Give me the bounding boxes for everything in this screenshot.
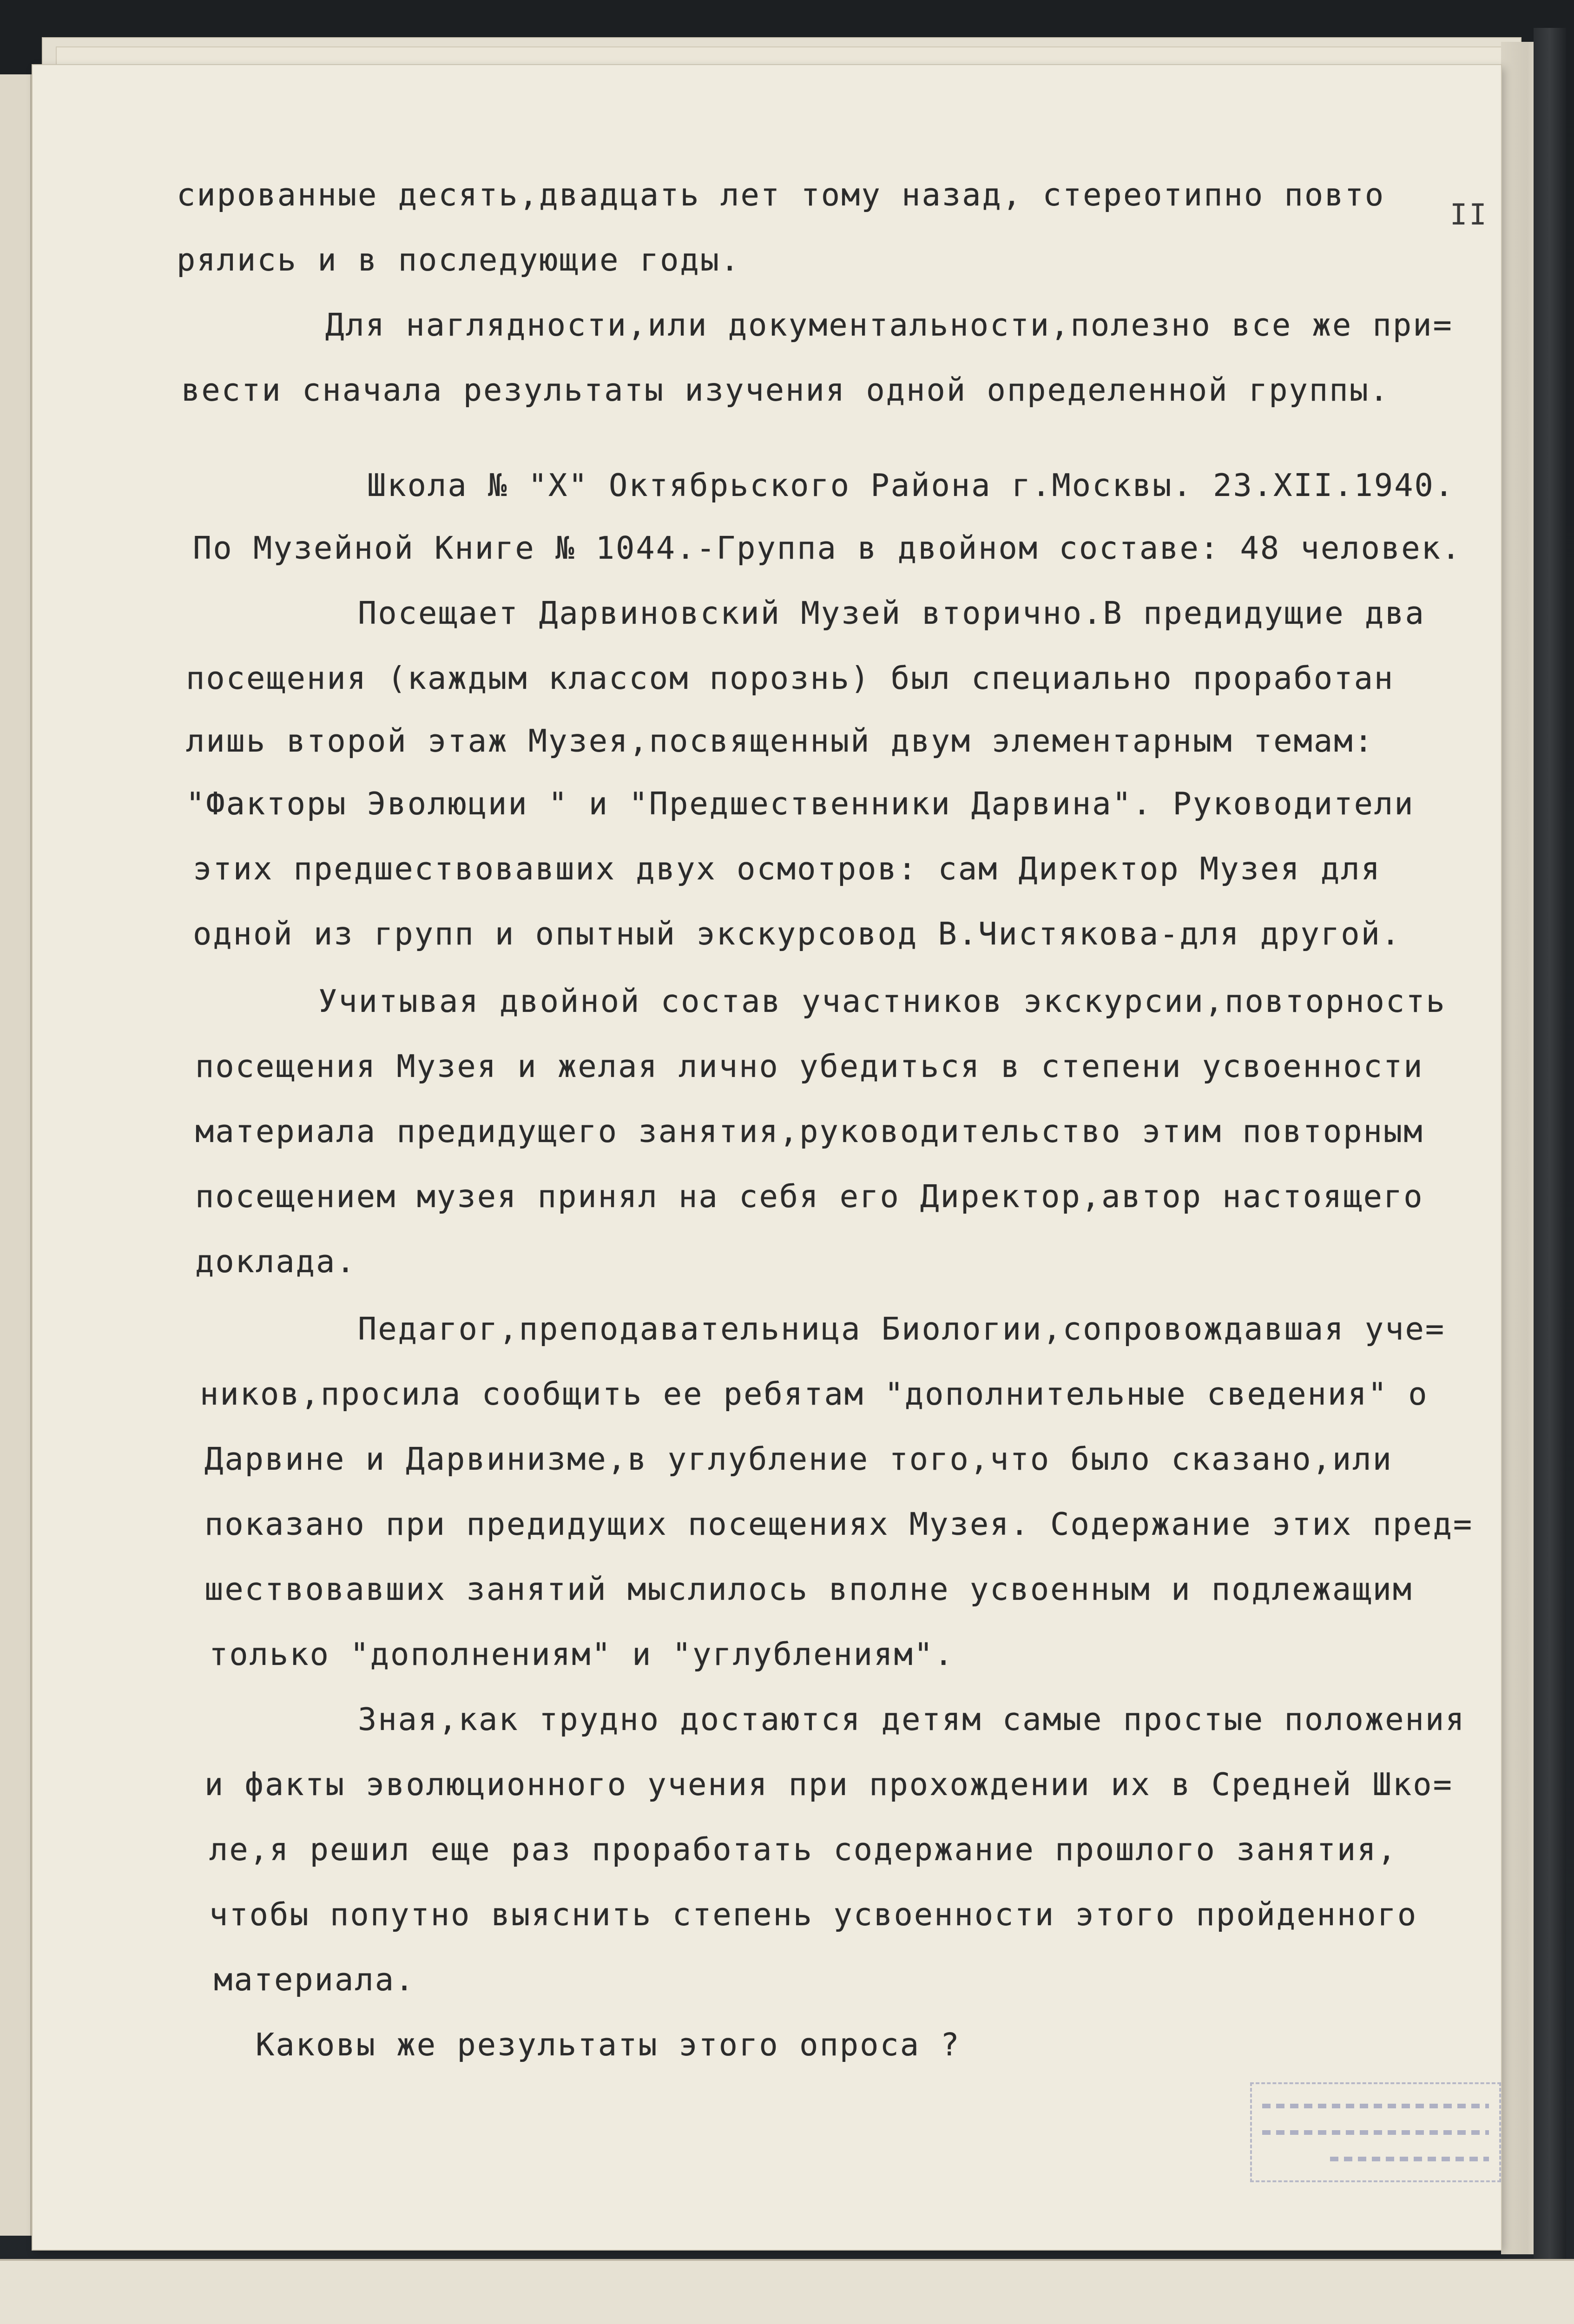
text-line: показано при предидущих посещениях Музея. Содержание этих пред= [204, 1506, 1474, 1542]
stamp-line [1262, 2130, 1489, 2135]
text-line: чтобы попутно выяснить степень усвоенности этого пройденного [209, 1896, 1418, 1933]
text-line: одной из групп и опытный экскурсовод В.Чистякова-для другой. [193, 916, 1402, 952]
text-line: материала. [214, 1961, 415, 1998]
text-line: Учитывая двойной состав участников экскурсии,повторность [318, 983, 1446, 1019]
text-line: только "дополнениям" и "углублениям". [209, 1636, 955, 1672]
left-page-strip [0, 74, 32, 2236]
text-line: шествовавших занятий мыслилось вполне усвоенным и подлежащим [204, 1571, 1413, 1607]
text-line: ников,просила сообщить ее ребятам "дополнительные сведения" о [200, 1376, 1429, 1412]
text-line: По Музейной Книге № 1044.-Группа в двойном составе: 48 человек. [193, 530, 1462, 566]
text-line: Для наглядности,или документальности,полезно все же при= [325, 307, 1453, 343]
text-line: вести сначала результаты изучения одной определенной группы. [181, 372, 1390, 408]
text-line: рялись и в последующие годы. [177, 242, 741, 278]
text-line: доклада. [195, 1243, 356, 1280]
text-line: посещения Музея и желая лично убедиться в степени усвоенности [195, 1048, 1424, 1084]
stamp-line [1330, 2157, 1489, 2161]
text-line: ле,я решил еще раз проработать содержание прошлого занятия, [209, 1831, 1397, 1868]
archive-stamp [1250, 2082, 1501, 2182]
text-line: Школа № "Х" Октябрьского Района г.Москвы. 23.XII.1940. [367, 467, 1455, 503]
text-line: и факты эволюционного учения при прохождении их в Средней Шко= [204, 1766, 1453, 1802]
bottom-page-band [0, 2259, 1574, 2324]
text-line: этих предшествовавших двух осмотров: сам Директор Музея для [193, 851, 1381, 887]
text-line: материала предидущего занятия,руководительство этим повторным [195, 1113, 1424, 1149]
page-number: II [1450, 198, 1488, 231]
text-line: посещения (каждым классом порознь) был специально проработан [186, 660, 1395, 696]
text-line: Дарвине и Дарвинизме,в углубление того,что было сказано,или [204, 1441, 1393, 1477]
text-line: сированные десять,двадцать лет тому назад, стереотипно повто [177, 177, 1385, 213]
binder-edge [1534, 28, 1566, 2268]
text-line: посещением музея принял на себя его Директор,автор настоящего [195, 1178, 1424, 1215]
stamp-line [1262, 2104, 1489, 2108]
text-line: Посещает Дарвиновский Музей вторично.В предидущие два [358, 595, 1425, 631]
text-line: Зная,как трудно достаются детям самые простые положения [358, 1701, 1466, 1737]
text-line: Педагог,преподавательница Биологии,сопровождавшая уче= [358, 1311, 1446, 1347]
typewritten-page [33, 65, 1501, 2250]
text-line: Каковы же результаты этого опроса ? [256, 2027, 961, 2063]
text-line: "Факторы Эволюции " и "Предшественники Дарвина". Руководители [186, 786, 1415, 822]
text-line: лишь второй этаж Музея,посвященный двум элементарным темам: [186, 723, 1374, 759]
